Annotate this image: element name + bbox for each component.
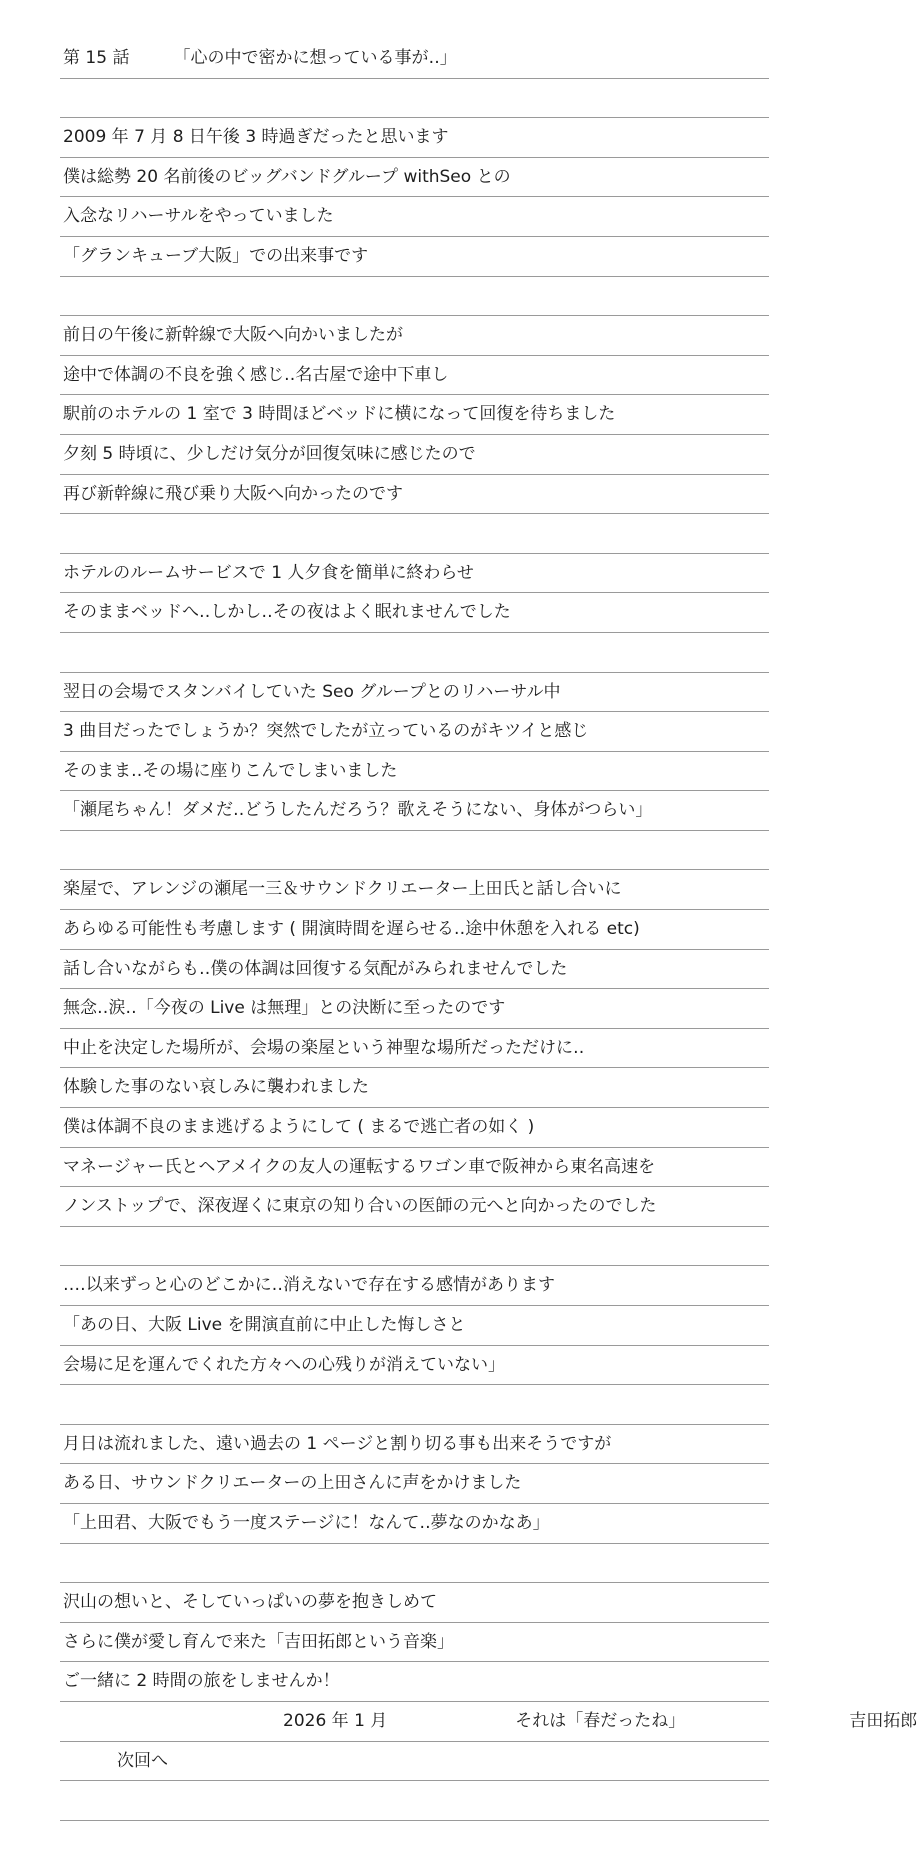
line-text: 僕は体調不良のまま逃げるようにして ( まるで逃亡者の如く ) <box>63 1117 535 1138</box>
line-text: 「上田君、大阪でもう一度ステージに！なんて‥夢なのかなあ」 <box>63 1512 550 1533</box>
line-text: 話し合いながらも‥僕の体調は回復する気配がみられませんでした <box>63 958 568 979</box>
line-text: 会場に足を運んでくれた方々への心残りが消えていない」 <box>63 1354 505 1375</box>
text-line <box>60 1346 769 1386</box>
text-line <box>60 791 769 831</box>
signature-date: 2026 年 1 月 <box>283 1710 388 1731</box>
blank-line <box>60 1385 769 1425</box>
title-line <box>63 48 457 68</box>
text-line <box>60 1306 769 1346</box>
line-text: 夕刻 5 時頃に、少しだけ気分が回復気味に感じたので <box>63 443 476 464</box>
line-text: ご一緒に 2 時間の旅をしませんか！ <box>63 1671 340 1692</box>
text-line <box>60 712 769 752</box>
line-text: 2009 年 7 月 8 日午後 3 時過ぎだったと思います <box>63 127 449 148</box>
line-text: ある日、サウンドクリエーターの上田さんに声をかけました <box>63 1473 522 1494</box>
blank-line <box>60 1227 769 1267</box>
line-text: 「瀬尾ちゃん！ダメだ‥どうしたんだろう？歌えそうにない、身体がつらい」 <box>63 800 653 821</box>
text-line <box>60 1425 769 1465</box>
line-text: 沢山の想いと、そしていっぱいの夢を抱きしめて <box>63 1592 437 1613</box>
text-line <box>60 118 769 158</box>
line-text: 駅前のホテルの 1 室で 3 時間ほどベッドに横になって回復を待ちました <box>63 404 616 425</box>
text-line <box>60 1029 769 1069</box>
line-text: 体験した事のない哀しみに襲われました <box>63 1077 369 1098</box>
episode-heading: 「心の中で密かに想っている事が‥」 <box>173 48 457 68</box>
text-line <box>60 1623 769 1663</box>
text-line <box>60 1187 769 1227</box>
signature-phrase: それは「春だったね」 <box>515 1710 686 1731</box>
text-line <box>60 1148 769 1188</box>
text-line <box>60 1266 769 1306</box>
line-text: ホテルのルームサービスで 1 人夕食を簡単に終わらせ <box>63 562 474 583</box>
line-text: 翌日の会場でスタンバイしていた Seo グループとのリハーサル中 <box>63 681 561 702</box>
line-text: 「あの日、大阪 Live を開演直前に中止した悔しさと <box>63 1315 466 1335</box>
text-line <box>60 910 769 950</box>
text-line <box>60 752 769 792</box>
line-text: マネージャー氏とヘアメイクの友人の運転するワゴン車で阪神から東名高速を <box>63 1156 656 1177</box>
text-line <box>60 870 769 910</box>
line-text: 前日の午後に新幹線で大阪へ向かいましたが <box>63 325 403 346</box>
line-text: 入念なリハーサルをやっていました <box>63 206 334 227</box>
text-line <box>60 237 769 277</box>
line-text: 途中で体調の不良を強く感じ‥名古屋で途中下車し <box>63 364 449 385</box>
line-text: 「グランキューブ大阪」での出来事です <box>63 245 369 266</box>
line-text: ‥‥以来ずっと心のどこかに‥消えないで存在する感情があります <box>63 1275 556 1296</box>
text-line <box>60 1464 769 1504</box>
line-text: そのまま‥その場に座りこんでしまいました <box>63 760 398 781</box>
line-text: 3 曲目だったでしょうか？突然でしたが立っているのがキツイと感じ <box>63 721 589 742</box>
text-line <box>60 356 769 396</box>
text-line <box>60 395 769 435</box>
line-text: 無念‥涙‥「今夜の Live は無理」との決断に至ったのです <box>63 998 506 1019</box>
blank-line <box>60 277 769 317</box>
blank-line <box>60 79 769 119</box>
signature <box>173 1711 917 1731</box>
blank-line <box>60 514 769 554</box>
text-line <box>60 673 769 713</box>
blank-line <box>60 831 769 871</box>
line-text: 月日は流れました、遠い過去の 1 ページと割り切る事も出来そうですが <box>63 1433 612 1454</box>
line-text: あらゆる可能性も考慮します ( 開演時間を遅らせる‥途中休憩を入れる etc) <box>63 919 640 940</box>
line-text: 僕は総勢 20 名前後のビッグバンドグループ withSeo との <box>63 166 511 187</box>
text-line <box>60 475 769 515</box>
text-line <box>60 554 769 594</box>
line-text: さらに僕が愛し育んで来た「吉田拓郎という音楽」 <box>63 1631 454 1652</box>
line-text: そのままベッドへ‥しかし‥その夜はよく眠れませんでした <box>63 602 511 623</box>
text-line <box>60 1108 769 1148</box>
episode-number: 第 15 話 <box>63 48 130 68</box>
line-text: ノンストップで、深夜遅くに東京の知り合いの医師の元へと向かったのでした <box>63 1196 657 1217</box>
text-line <box>60 197 769 237</box>
text-line <box>60 1583 769 1623</box>
blank-line <box>60 1544 769 1584</box>
signature-line <box>60 1702 917 1742</box>
signature-author: 吉田拓郎 <box>849 1710 917 1731</box>
text-line <box>60 158 769 198</box>
line-text: 再び新幹線に飛び乗り大阪へ向かったのです <box>63 483 403 504</box>
blank-line <box>60 1781 769 1821</box>
text-line <box>60 316 769 356</box>
text-line <box>60 1068 769 1108</box>
line-text: 中止を決定した場所が、会場の楽屋という神聖な場所だっただけに‥ <box>63 1037 585 1058</box>
title-row <box>60 39 769 79</box>
next-row <box>60 1742 769 1782</box>
text-line <box>60 950 769 990</box>
line-text: 楽屋で、アレンジの瀬尾一三＆サウンドクリエーター上田氏と話し合いに <box>63 879 622 900</box>
letter-page <box>60 38 917 1821</box>
blank-line <box>60 633 769 673</box>
text-line <box>60 593 769 633</box>
text-line <box>60 1662 769 1702</box>
text-line <box>60 989 769 1029</box>
next-link[interactable]: 次回へ <box>117 1750 168 1771</box>
text-line <box>60 435 769 475</box>
text-line <box>60 1504 769 1544</box>
